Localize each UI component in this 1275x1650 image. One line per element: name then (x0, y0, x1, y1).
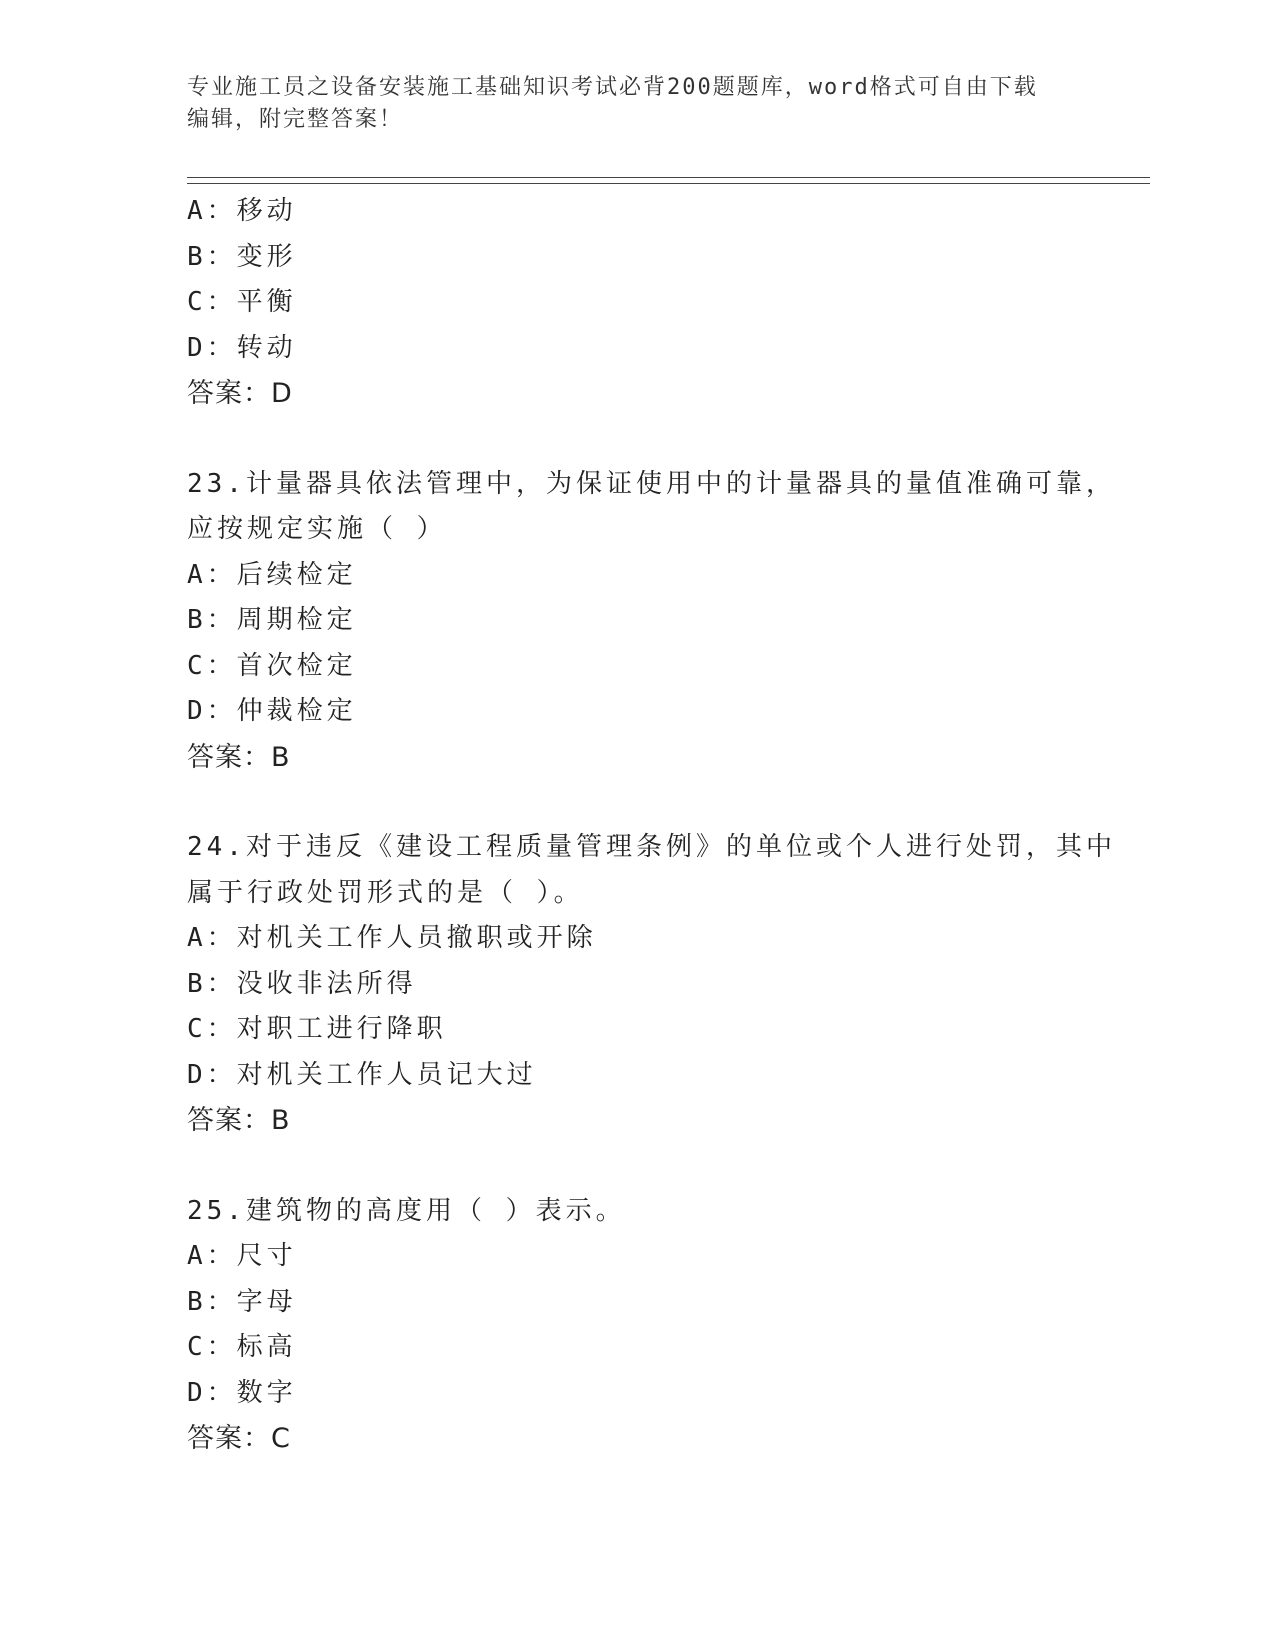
option-b: B：变形 (187, 241, 297, 272)
option-c: C：首次检定 (187, 650, 357, 681)
question-25 (187, 1189, 1087, 1462)
question-text: 25.建筑物的高度用（ ）表示。 (187, 1195, 626, 1226)
question-24 (187, 825, 1116, 1144)
question-text-cont: 属于行政处罚形式的是（ ）。 (187, 877, 584, 908)
option-b: B：字母 (187, 1286, 297, 1317)
option-a: A：尺寸 (187, 1241, 297, 1271)
option-d: D：对机关工作人员记大过 (187, 1059, 537, 1090)
option-d: D：仲裁检定 (187, 696, 357, 726)
question-text-cont: 应按规定实施（ ） (187, 514, 447, 544)
option-b: B：没收非法所得 (187, 968, 417, 999)
option-b: B：周期检定 (187, 605, 357, 635)
option-a: A：移动 (187, 196, 297, 226)
question-text: 23.计量器具依法管理中，为保证使用中的计量器具的量值准确可靠， (187, 468, 1116, 499)
option-a: A：对机关工作人员撤职或开除 (187, 923, 597, 953)
header-line-1: 专业施工员之设备安装施工基础知识考试必背200题题库，word格式可自由下载 (187, 75, 1038, 100)
option-d: D：数字 (187, 1377, 297, 1408)
option-d: D：转动 (187, 332, 297, 363)
header-divider (187, 177, 1150, 184)
question-text: 24.对于违反《建设工程质量管理条例》的单位或个人进行处罚，其中 (187, 832, 1116, 862)
answer: 答案：C (187, 1423, 291, 1454)
question-23 (187, 462, 1116, 781)
option-c: C：平衡 (187, 287, 297, 317)
option-a: A：后续检定 (187, 559, 357, 590)
answer: 答案：B (187, 741, 291, 773)
question-22 (187, 189, 1087, 417)
option-c: C：标高 (187, 1332, 297, 1362)
page-header (187, 72, 1087, 136)
header-line-2: 编辑，附完整答案！ (187, 107, 404, 132)
option-c: C：对职工进行降职 (187, 1014, 447, 1044)
answer: 答案：B (187, 1105, 291, 1136)
question-content (187, 189, 1116, 1462)
answer: 答案：D (187, 378, 293, 409)
